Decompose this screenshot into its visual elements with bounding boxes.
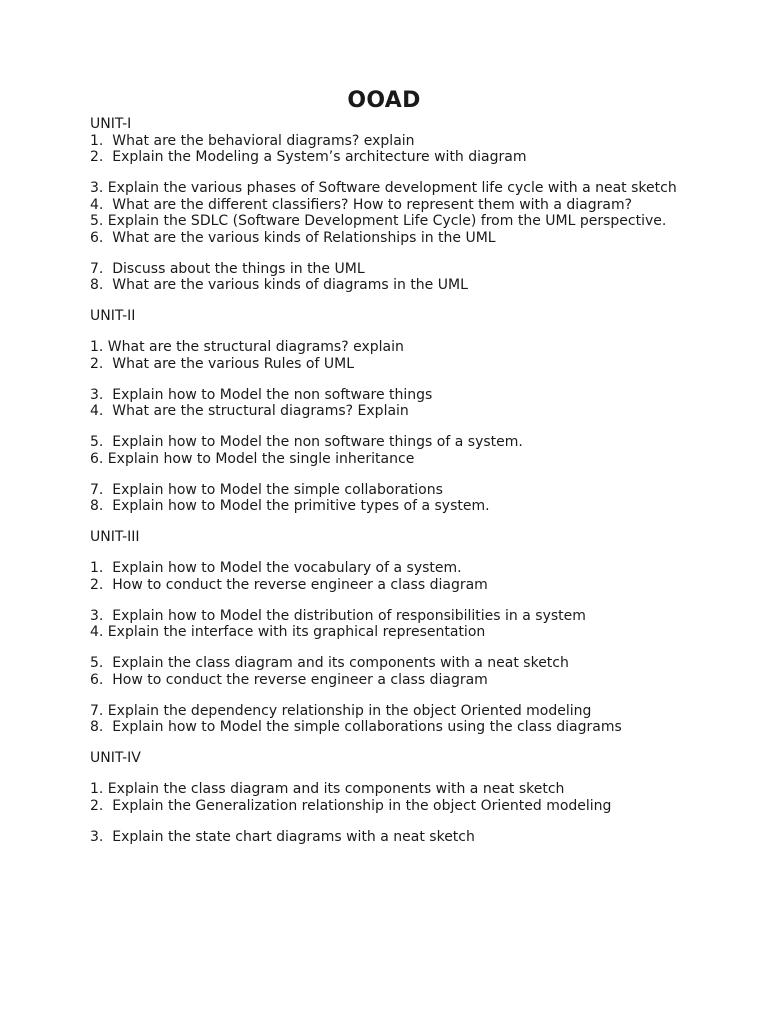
question-item: 3. Explain the state chart diagrams with a neat sketch [90,828,475,845]
unit-section [90,529,690,736]
question-item: 2. How to conduct the reverse engineer a class diagram [90,576,488,593]
question-item: 6. What are the various kinds of Relationships in the UML [90,229,496,246]
question-item: 4. What are the different classifiers? How to represent them with a diagram? [90,196,633,213]
unit-heading: UNIT-I [90,116,132,132]
question-item: 8. Explain how to Model the simple collaborations using the class diagrams [90,719,622,735]
question-item: 4. Explain the interface with its graphical representation [90,624,486,640]
unit-heading: UNIT-IV [90,750,141,766]
document-title: OOAD [347,88,421,113]
question-item: 2. Explain the Generalization relationship in the object Oriented modeling [90,797,612,814]
question-item: 6. Explain how to Model the single inheritance [90,450,415,467]
question-item: 5. Explain the SDLC (Software Development Life Cycle) from the UML perspective. [90,213,667,229]
question-item: 1. What are the behavioral diagrams? explain [90,132,415,149]
question-item: 3. Explain how to Model the non software things [90,386,433,403]
question-item: 1. What are the structural diagrams? explain [90,339,404,355]
question-item: 1. Explain how to Model the vocabulary of a system. [90,560,462,576]
question-list [90,116,690,845]
question-item: 2. What are the various Rules of UML [90,355,354,372]
unit-section [90,308,690,515]
question-item: 7. Explain how to Model the simple collaborations [90,481,443,498]
unit-section [90,750,690,845]
unit-heading: UNIT-III [90,529,140,545]
unit-section [90,116,690,294]
unit-heading: UNIT-II [90,308,136,324]
question-item: 5. Explain the class diagram and its components with a neat sketch [90,655,569,671]
question-item: 8. What are the various kinds of diagrams in the UML [90,277,468,293]
question-item: 4. What are the structural diagrams? Explain [90,403,409,419]
question-item: 7. Discuss about the things in the UML [90,260,365,277]
question-item: 2. Explain the Modeling a System’s architecture with diagram [90,149,527,165]
question-item: 3. Explain how to Model the distribution of responsibilities in a system [90,607,586,624]
question-item: 8. Explain how to Model the primitive types of a system. [90,498,490,514]
question-item: 1. Explain the class diagram and its components with a neat sketch [90,781,565,797]
question-item: 7. Explain the dependency relationship in the object Oriented modeling [90,702,592,719]
question-item: 3. Explain the various phases of Software development life cycle with a neat sketch [90,180,677,196]
question-item: 6. How to conduct the reverse engineer a class diagram [90,671,488,688]
question-item: 5. Explain how to Model the non software things of a system. [90,434,523,450]
